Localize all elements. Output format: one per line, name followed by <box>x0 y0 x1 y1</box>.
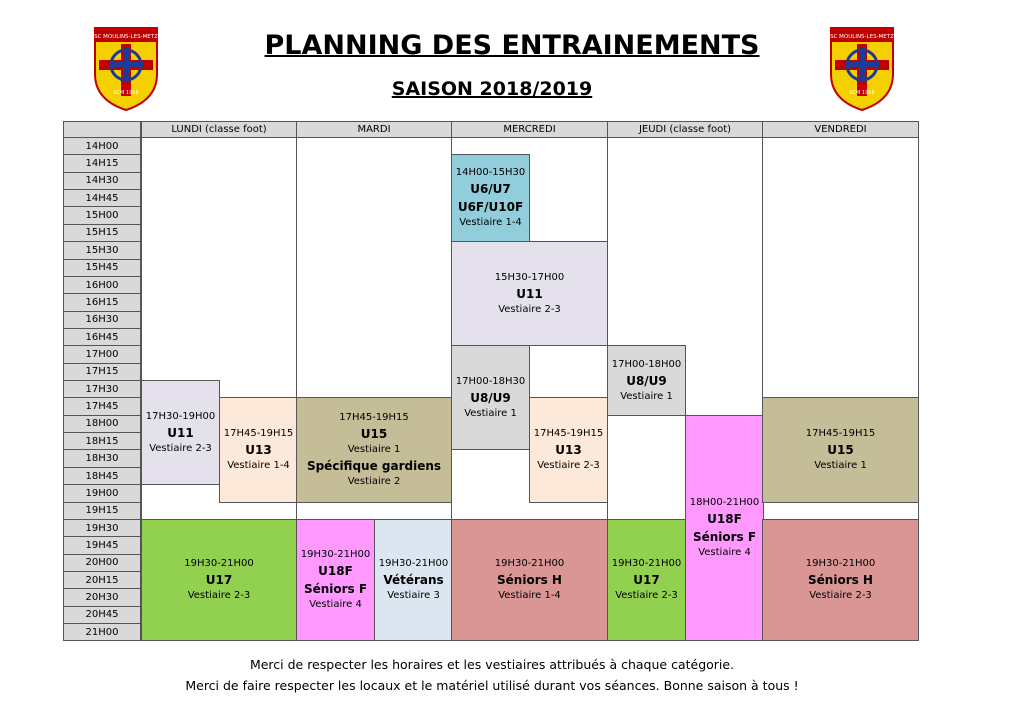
time-slot: 18H00 <box>63 415 141 433</box>
session-block <box>296 519 375 642</box>
session-time: 17H45-19H15 <box>533 427 604 439</box>
session-category: U11 <box>167 425 194 440</box>
header-corner <box>63 121 141 138</box>
session-time: 19H30-21H00 <box>378 558 449 570</box>
session-category: U15 <box>827 442 854 457</box>
session-room: Vestiaire 1 <box>814 459 867 471</box>
session-room: Vestiaire 1 <box>347 443 401 455</box>
session-category: Séniors F <box>303 582 368 597</box>
session-room: Vestiaire 4 <box>698 547 751 559</box>
session-block <box>141 519 297 642</box>
session-room: Vestiaire 1 <box>464 407 517 419</box>
session-category: Séniors H <box>497 573 562 588</box>
time-slot: 18H30 <box>63 449 141 467</box>
session-block <box>685 415 764 642</box>
time-slot: 15H00 <box>63 206 141 224</box>
session-time: 17H00-18H00 <box>611 358 682 370</box>
crest-text-bottom: SCM 1965 <box>113 90 139 96</box>
day-header: MERCREDI <box>451 121 608 138</box>
session-block <box>762 397 919 502</box>
session-category: Spécifique gardiens <box>306 458 442 473</box>
session-time: 18H00-21H00 <box>689 497 760 509</box>
time-slot: 17H00 <box>63 345 141 363</box>
session-time: 17H45-19H15 <box>339 411 409 423</box>
time-slot: 16H00 <box>63 276 141 294</box>
session-room: Vestiaire 3 <box>387 590 440 602</box>
session-block <box>529 397 608 502</box>
time-slot: 16H45 <box>63 328 141 346</box>
time-slot: 16H15 <box>63 293 141 311</box>
session-block <box>762 519 919 642</box>
session-room: Vestiaire 2-3 <box>537 459 600 471</box>
session-category: Vétérans <box>383 573 444 588</box>
time-slot: 14H00 <box>63 137 141 155</box>
session-block <box>607 345 686 415</box>
time-slot: 19H45 <box>63 536 141 554</box>
time-slot: 19H15 <box>63 502 141 520</box>
session-category: U13 <box>245 442 272 457</box>
session-room: Vestiaire 1-4 <box>459 217 522 229</box>
time-slot: 20H00 <box>63 554 141 572</box>
session-time: 17H30-19H00 <box>145 410 216 422</box>
time-slot: 14H30 <box>63 172 141 190</box>
crest-text-top: SC MOULINS-LES-METZ <box>94 34 158 40</box>
session-category: U17 <box>633 573 660 588</box>
session-room: Vestiaire 2-3 <box>149 442 212 454</box>
session-time: 19H30-21H00 <box>805 558 876 570</box>
session-block <box>374 519 453 642</box>
time-slot: 20H30 <box>63 588 141 606</box>
session-room: Vestiaire 1-4 <box>498 590 561 602</box>
time-slot: 18H15 <box>63 432 141 450</box>
day-header: JEUDI (classe foot) <box>607 121 763 138</box>
session-category: Séniors F <box>692 530 757 545</box>
session-category: U11 <box>516 286 543 301</box>
session-category: U13 <box>555 442 582 457</box>
day-header: VENDREDI <box>762 121 919 138</box>
time-slot: 17H30 <box>63 380 141 398</box>
time-slot: 18H45 <box>63 467 141 485</box>
session-room: Vestiaire 2 <box>347 475 401 487</box>
session-block <box>219 397 298 502</box>
session-room: Vestiaire 2-3 <box>187 590 251 602</box>
session-category: U8/U9 <box>626 373 667 388</box>
session-block <box>451 345 530 450</box>
session-time: 19H30-21H00 <box>184 558 254 570</box>
session-time: 15H30-17H00 <box>494 271 565 283</box>
time-slot: 14H15 <box>63 154 141 172</box>
page-title: PLANNING DES ENTRAINEMENTS <box>264 30 760 61</box>
session-time: 17H45-19H15 <box>223 427 294 439</box>
season-subtitle: SAISON 2018/2019 <box>391 78 593 100</box>
session-room: Vestiaire 1-4 <box>227 459 290 471</box>
time-slot: 17H15 <box>63 363 141 381</box>
session-category: U6/U7 <box>470 182 511 197</box>
session-category: U6F/U10F <box>457 200 524 215</box>
session-time: 17H45-19H15 <box>805 427 876 439</box>
session-room: Vestiaire 2-3 <box>809 590 872 602</box>
time-slot: 16H30 <box>63 311 141 329</box>
time-slot: 20H45 <box>63 606 141 624</box>
session-time: 19H30-21H00 <box>494 558 565 570</box>
day-header: MARDI <box>296 121 452 138</box>
session-category: U15 <box>360 426 388 441</box>
time-slot: 19H30 <box>63 519 141 537</box>
session-block <box>451 519 608 642</box>
session-room: Vestiaire 4 <box>309 599 362 611</box>
session-block <box>451 241 608 346</box>
session-time: 19H30-21H00 <box>300 549 371 561</box>
session-category: U8/U9 <box>470 390 511 405</box>
time-slot: 20H15 <box>63 571 141 589</box>
time-slot: 21H00 <box>63 623 141 641</box>
time-slot: 15H15 <box>63 224 141 242</box>
session-category: U18F <box>318 564 353 579</box>
time-slot: 14H45 <box>63 189 141 207</box>
session-block <box>451 154 530 242</box>
session-time: 17H00-18H30 <box>455 375 526 387</box>
time-slot: 17H45 <box>63 397 141 415</box>
crest-text-top: SC MOULINS-LES-METZ <box>830 34 894 40</box>
time-slot: 19H00 <box>63 484 141 502</box>
session-block <box>607 519 686 642</box>
session-category: U17 <box>205 573 233 588</box>
session-category: Séniors H <box>808 573 873 588</box>
session-room: Vestiaire 2-3 <box>615 590 678 602</box>
session-time: 19H30-21H00 <box>611 558 682 570</box>
session-block <box>141 380 220 485</box>
session-category: U18F <box>707 512 742 527</box>
footer-note-2: Merci de faire respecter les locaux et le matériel utilisé durant vos séances. Bonne saison à tous ! <box>185 678 799 693</box>
session-block <box>296 397 452 502</box>
session-room: Vestiaire 2-3 <box>498 303 561 315</box>
crest-text-bottom: SCM 1965 <box>849 90 875 96</box>
time-slot: 15H30 <box>63 241 141 259</box>
footer-note-1: Merci de respecter les horaires et les vestiaires attribués à chaque catégorie. <box>249 657 735 672</box>
session-time: 14H00-15H30 <box>455 167 526 179</box>
session-room: Vestiaire 1 <box>620 390 673 402</box>
day-header: LUNDI (classe foot) <box>141 121 297 138</box>
time-slot: 15H45 <box>63 259 141 277</box>
